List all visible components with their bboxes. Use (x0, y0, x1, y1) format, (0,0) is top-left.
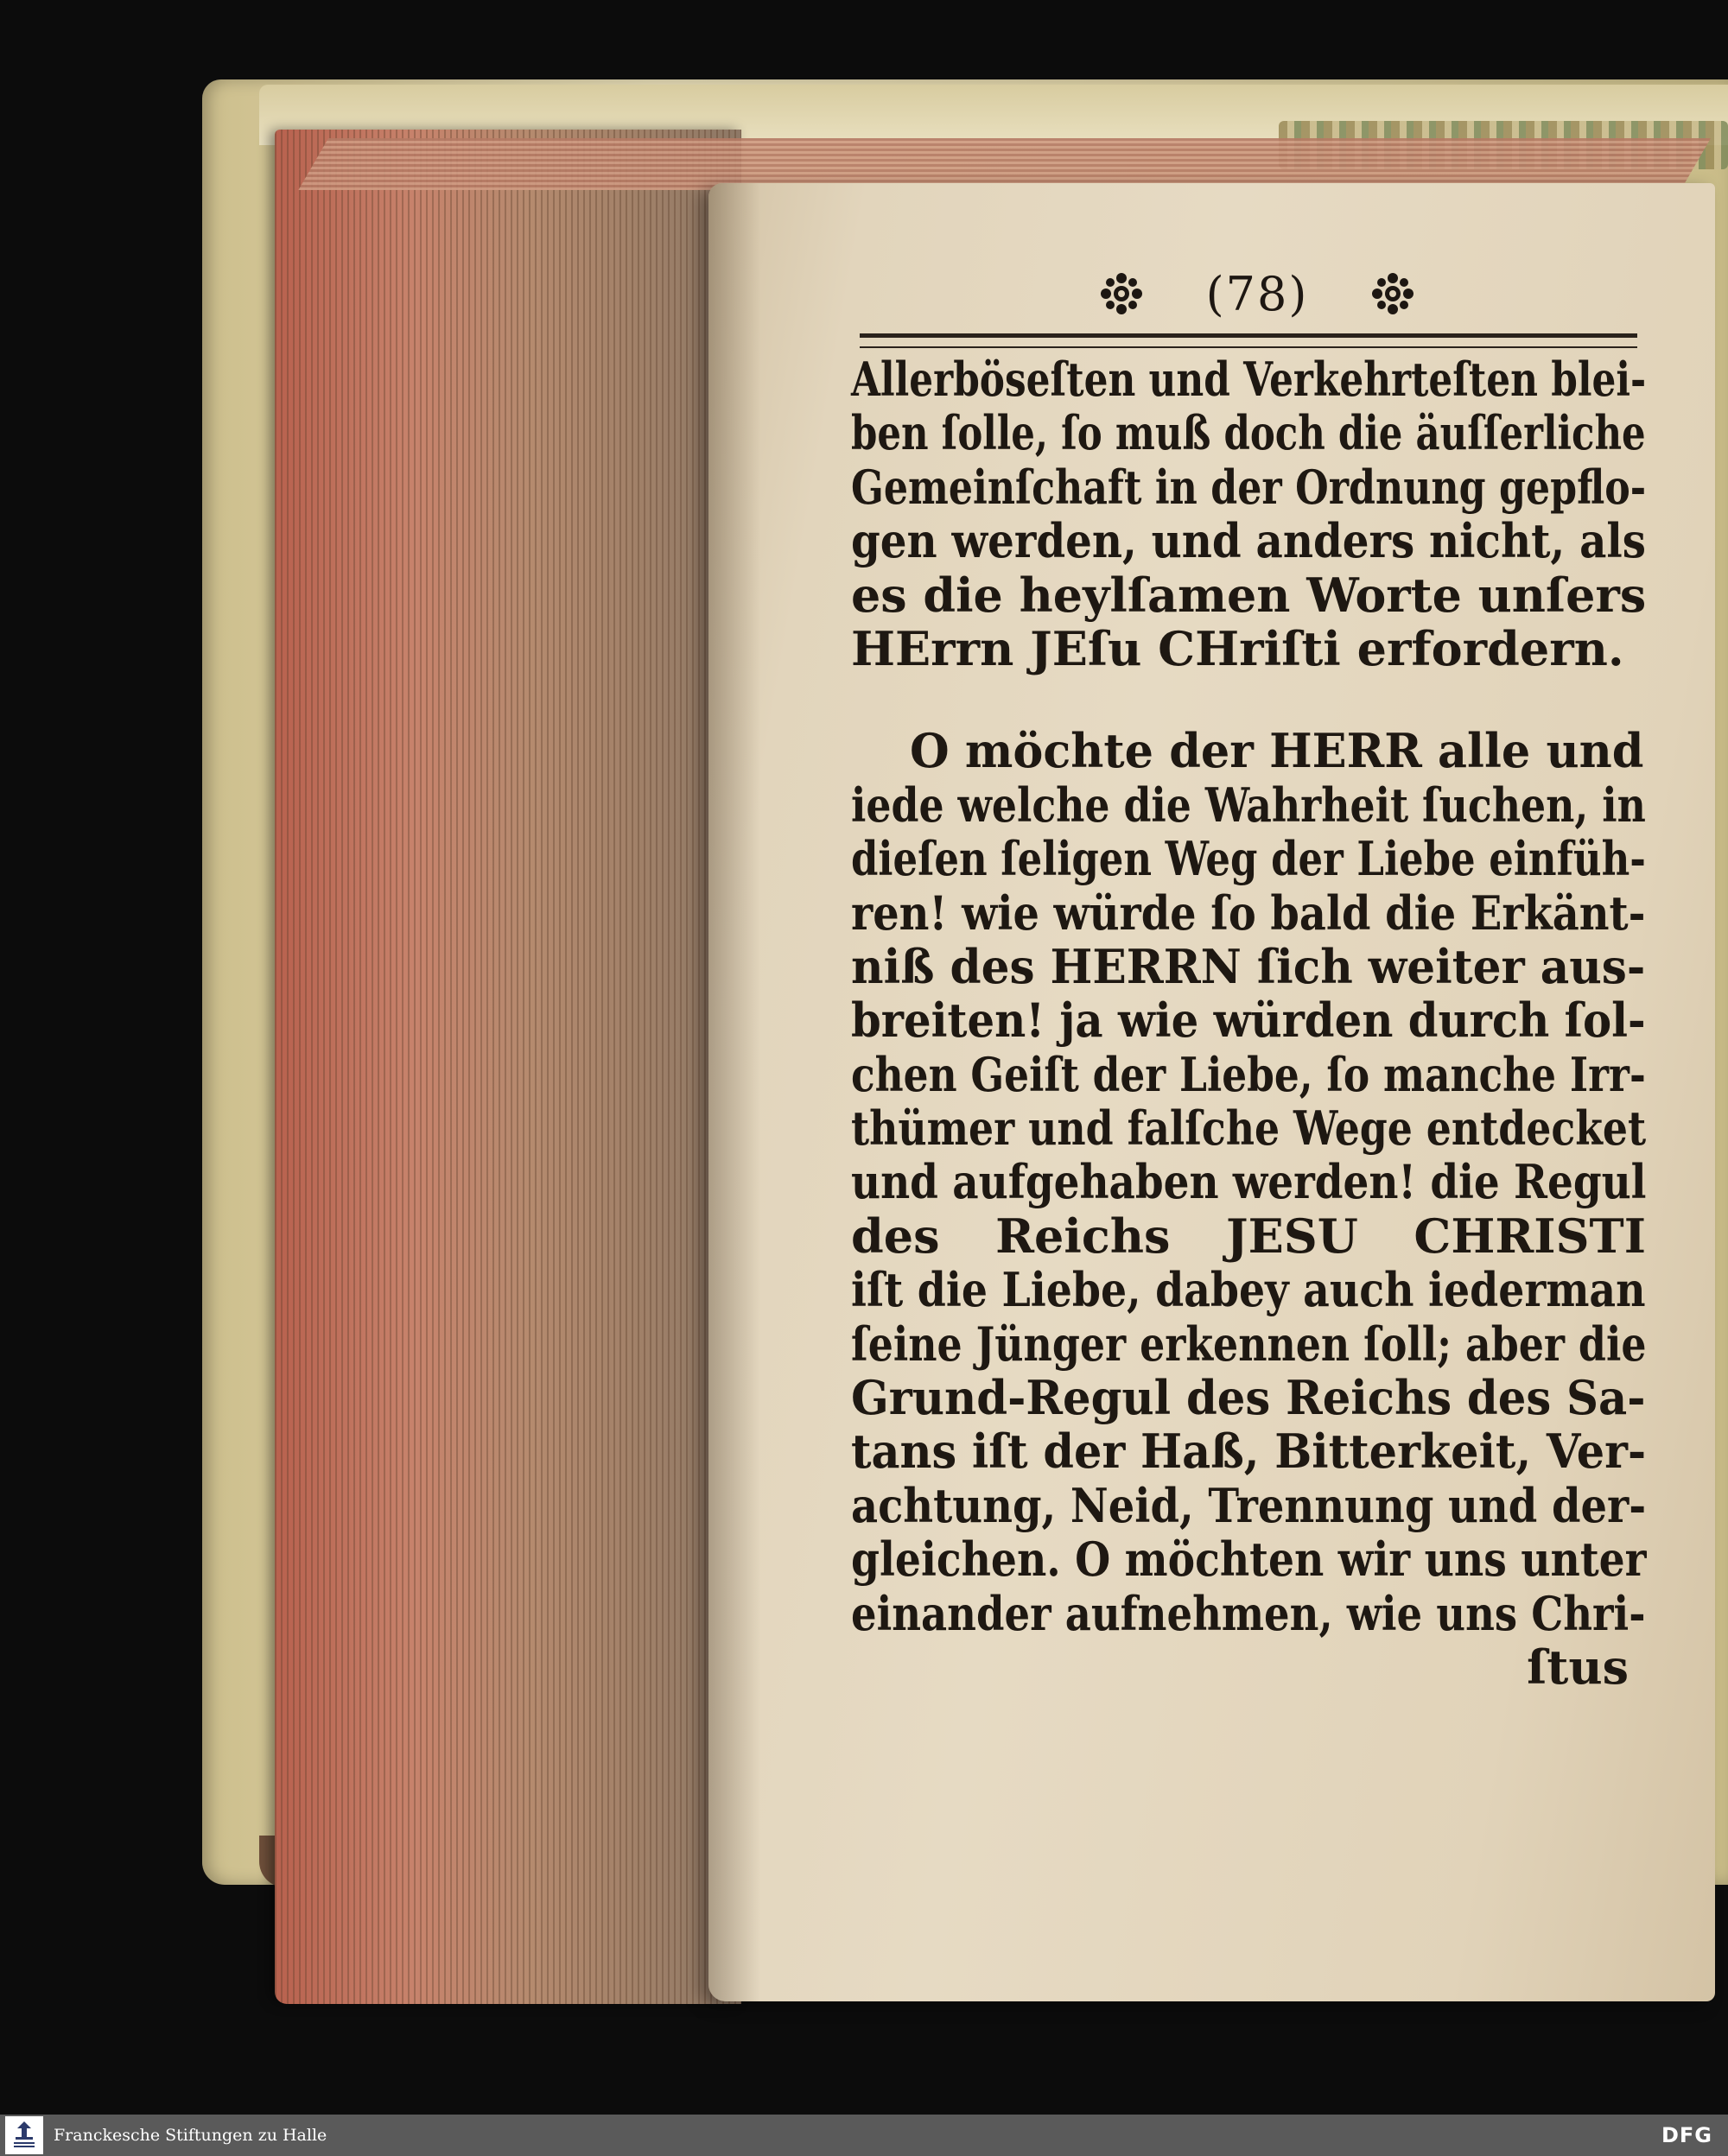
text-line: iede welche die Wahrheit ſuchen, in (851, 777, 1646, 833)
paragraph-1 (851, 352, 1646, 675)
text-line: des Reichs JESU CHRISTI (851, 1208, 1646, 1264)
text-line: thümer und falſche Wege entdecket (851, 1100, 1647, 1157)
text-line: einander aufnehmen, wie uns Chri- (851, 1585, 1646, 1641)
page-text (851, 352, 1646, 1694)
text-line: dieſen ſeligen Weg der Liebe einfüh- (851, 831, 1646, 887)
page-header (1097, 259, 1417, 328)
text-line: ſeine Jünger erkennen ſoll; aber die (851, 1316, 1647, 1372)
flower-ornament-icon (1097, 270, 1146, 318)
page-block-top-edge (298, 138, 1711, 190)
dfg-logo: DFG (1661, 2123, 1712, 2147)
text-line: ren! wie würde ſo bald die Erkänt- (851, 885, 1646, 941)
paragraph-2 (851, 724, 1646, 1640)
franckesche-stiftungen-logo-icon[interactable] (5, 2116, 43, 2154)
text-line: ben ſolle, ſo muß doch die äuſſerliche (851, 405, 1646, 461)
header-rule (860, 333, 1637, 348)
catchword: ſtus (1527, 1639, 1629, 1695)
text-line: Gemeinſchaft in der Ordnung gepflo- (851, 459, 1647, 515)
institution-label: Franckesche Stiftungen zu Halle (54, 2126, 327, 2145)
text-line: niß des HERRN ſich weiter aus- (851, 938, 1646, 994)
text-line: HErrn JEſu CHriſti erfordern. (851, 620, 1624, 676)
text-line: achtung, Neid, Trennung und der- (851, 1477, 1647, 1533)
paragraph-gap (851, 675, 1646, 724)
text-line: es die heylſamen Worte unſers (851, 567, 1647, 623)
text-line: und aufgehaben werden! die Regul (851, 1154, 1647, 1210)
footer-bar (0, 2115, 1728, 2156)
page-number: (78) (1205, 266, 1309, 321)
flower-ornament-icon (1369, 270, 1417, 318)
text-line: breiten! ja wie würden durch ſol- (851, 992, 1646, 1049)
page-block-fore-edge (275, 130, 741, 2004)
text-line: tans iſt der Haß, Bitterkeit, Ver- (851, 1424, 1647, 1480)
text-line: Grund-Regul des Reichs des Sa- (851, 1370, 1646, 1426)
gutter-shadow (708, 183, 760, 2001)
text-line: gleichen. O möchten wir uns unter (851, 1531, 1647, 1588)
text-line: Allerböseſten und Verkehrteſten blei- (851, 352, 1647, 407)
text-line: gen werden, und anders nicht, als (851, 513, 1646, 569)
text-line: O möchte der HERR alle und (909, 723, 1644, 779)
text-line: iſt die Liebe, dabey auch iederman (851, 1262, 1646, 1318)
text-line: chen Geiſt der Liebe, ſo manche Irr- (851, 1046, 1646, 1102)
